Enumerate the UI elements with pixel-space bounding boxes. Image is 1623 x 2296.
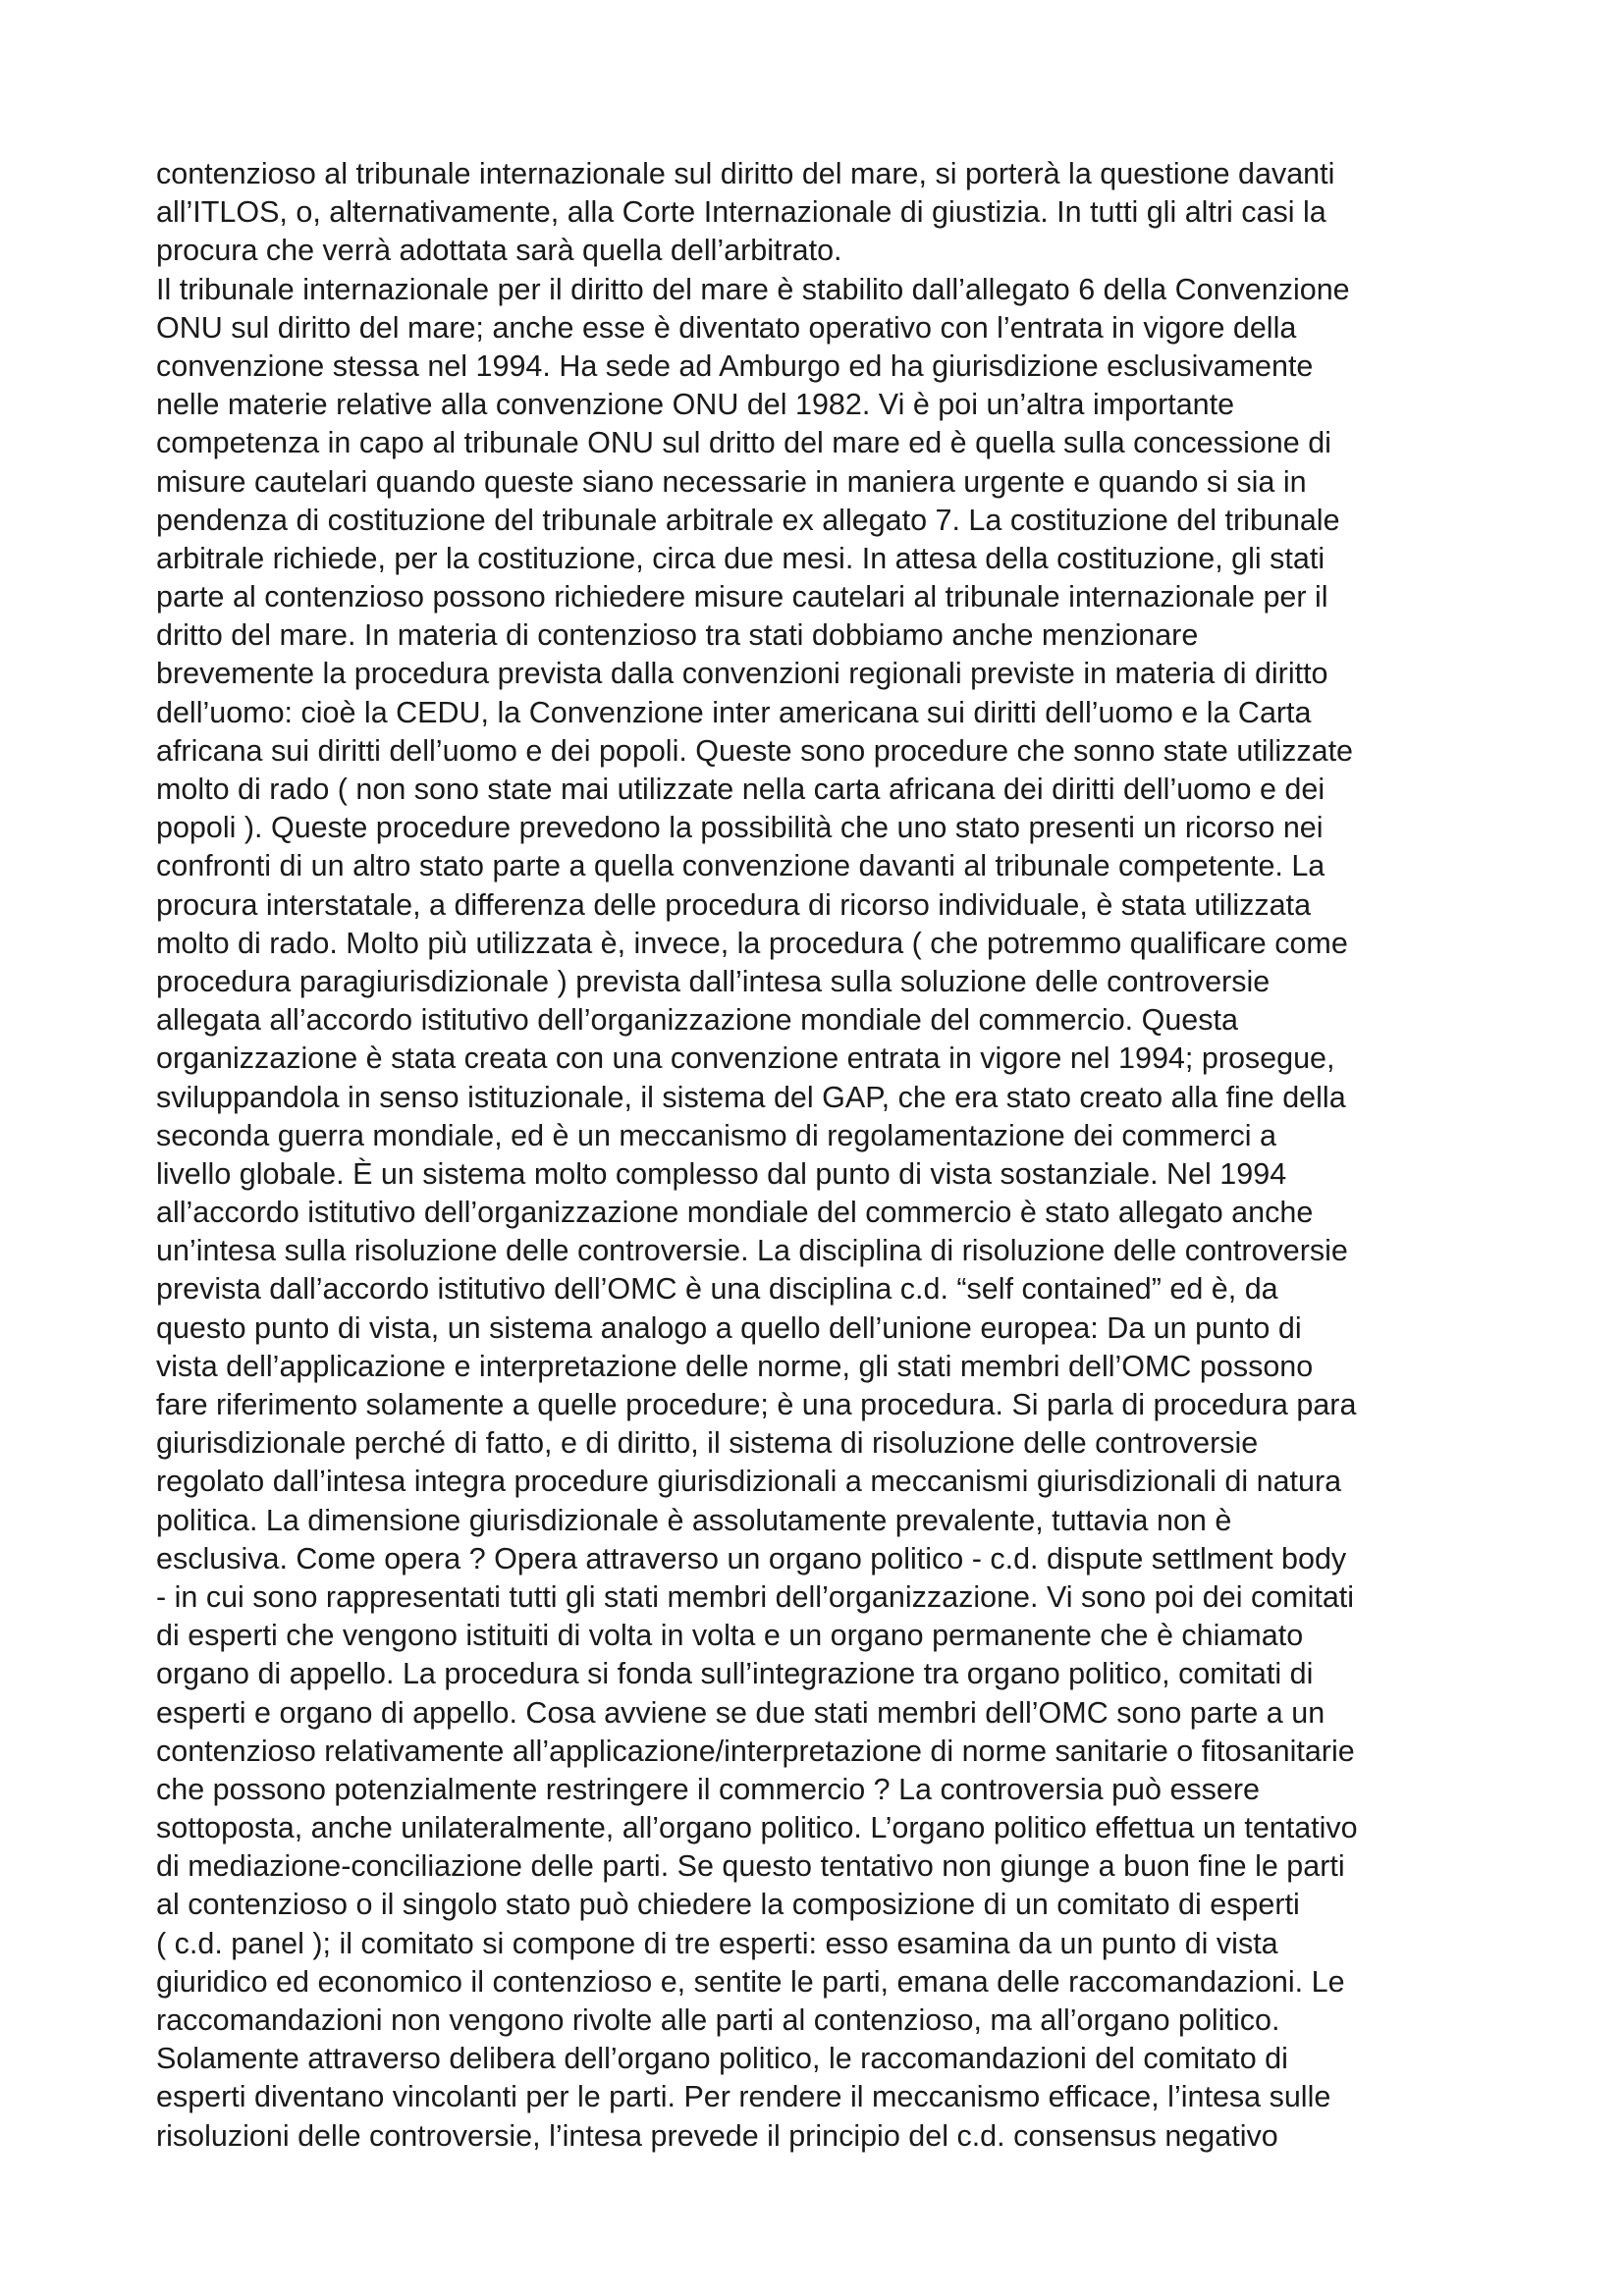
text-line: convenzione stessa nel 1994. Ha sede ad Amburgo ed ha giurisdizione esclusivamente — [156, 348, 1314, 383]
text-line: procura che verrà adottata sarà quella dell’arbitrato. — [156, 234, 842, 268]
text-line: competenza in capo al tribunale ONU sul dritto del mare ed è quella sulla concessione di — [156, 426, 1331, 460]
text-line: all’ITLOS, o, alternativamente, alla Corte Internazionale di giustizia. In tutti gli altri casi la — [156, 195, 1326, 230]
text-line: contenzioso relativamente all’applicazione/interpretazione di norme sanitarie o fitosanitarie — [156, 1734, 1355, 1768]
text-line: africana sui diritti dell’uomo e dei popoli. Queste sono procedure che sonno state utilizzate — [156, 733, 1354, 768]
text-line: esclusiva. Come opera ? Opera attraverso un organo politico - c.d. dispute settlment body — [156, 1541, 1347, 1575]
text-line: al contenzioso o il singolo stato può chiedere la composizione di un comitato di esperti — [156, 1888, 1300, 1922]
text-line: organo di appello. La procedura si fonda sull’integrazione tra organo politico, comitati di — [156, 1657, 1314, 1691]
text-line: esperti diventano vincolanti per le parti. Per rendere il meccanismo efficace, l’intesa sulle — [156, 2080, 1331, 2114]
text-line: procura interstatale, a differenza delle procedura di ricorso individuale, è stata utilizzata — [156, 887, 1312, 922]
text-line: organizzazione è stata creata con una convenzione entrata in vigore nel 1994; prosegue, — [156, 1041, 1335, 1076]
text-line: sviluppandola in senso istituzionale, il sistema del GAP, che era stato creato alla fine della — [156, 1080, 1346, 1114]
text-line: molto di rado. Molto più utilizzata è, invece, la procedura ( che potremmo qualificare come — [156, 926, 1348, 960]
text-line: questo punto di vista, un sistema analogo a quello dell’unione europea: Da un punto di — [156, 1310, 1302, 1345]
text-line: che possono potenzialmente restringere il commercio ? La controversia può essere — [156, 1772, 1261, 1806]
text-line: dell’uomo: cioè la CEDU, la Convenzione inter americana sui diritti dell’uomo e la Carta — [156, 695, 1312, 729]
text-line: politica. La dimensione giurisdizionale è assolutamente prevalente, tuttavia non è — [156, 1503, 1232, 1537]
text-line: pendenza di costituzione del tribunale arbitrale ex allegato 7. La costituzione del tribunale — [156, 503, 1340, 537]
text-line: giuridico ed economico il contenzioso e, sentite le parti, emana delle raccomandazioni. Le — [156, 1964, 1345, 1999]
text-line: prevista dall’accordo istitutivo dell’OMC è una disciplina c.d. “self contained” ed è, da — [156, 1272, 1278, 1307]
text-line: regolato dall’intesa integra procedure giurisdizionali a meccanismi giurisdizionali di natura — [156, 1465, 1342, 1499]
body-text — [156, 155, 1472, 2156]
text-line: sottoposta, anche unilateralmente, all’organo politico. L’organo politico effettua un tentativo — [156, 1811, 1358, 1845]
text-line: Il tribunale internazionale per il diritto del mare è stabilito dall’allegato 6 della Convenzione — [156, 272, 1350, 306]
text-line: contenzioso al tribunale internazionale sul diritto del mare, si porterà la questione davanti — [156, 157, 1335, 190]
text-line: arbitrale richiede, per la costituzione, circa due mesi. In attesa della costituzione, gli stati — [156, 541, 1325, 575]
text-line: ( c.d. panel ); il comitato si compone di tre esperti: esso esamina da un punto di vista — [156, 1926, 1278, 1960]
text-line: seconda guerra mondiale, ed è un meccanismo di regolamentazione dei commerci a — [156, 1118, 1276, 1152]
text-line: allegata all’accordo istitutivo dell’organizzazione mondiale del commercio. Questa — [156, 1003, 1238, 1038]
text-line: all’accordo istitutivo dell’organizzazione mondiale del commercio è stato allegato anche — [156, 1196, 1314, 1230]
text-line: esperti e organo di appello. Cosa avviene se due stati membri dell’OMC sono parte a un — [156, 1695, 1325, 1730]
text-line: risoluzioni delle controversie, l’intesa prevede il principio del c.d. consensus negativo — [156, 2118, 1278, 2153]
text-line: popoli ). Queste procedure prevedono la possibilità che uno stato presenti un ricorso nei — [156, 811, 1324, 845]
text-line: brevemente la procedura prevista dalla convenzioni regionali previste in materia di diritto — [156, 657, 1328, 691]
text-line: - in cui sono rappresentati tutti gli stati membri dell’organizzazione. Vi sono poi dei comitati — [156, 1579, 1355, 1614]
text-line: procedura paragiurisdizionale ) prevista dall’intesa sulla soluzione delle controversie — [156, 964, 1271, 998]
text-line: Solamente attraverso delibera dell’organo politico, le raccomandazioni del comitato di — [156, 2042, 1288, 2076]
text-line: livello globale. È un sistema molto complesso dal punto di vista sostanziale. Nel 1994 — [156, 1156, 1287, 1191]
text-line: ONU sul diritto del mare; anche esse è diventato operativo con l’entrata in vigore della — [156, 310, 1297, 345]
text-line: fare riferimento solamente a quelle procedure; è una procedura. Si parla di procedura para — [156, 1388, 1357, 1421]
text-line: di mediazione-conciliazione delle parti. Se questo tentativo non giunge a buon fine le parti — [156, 1849, 1345, 1884]
text-line: parte al contenzioso possono richiedere misure cautelari al tribunale internazionale per il — [156, 580, 1328, 614]
text-line: di esperti che vengono istituiti di volta in volta e un organo permanente che è chiamato — [156, 1619, 1304, 1653]
text-line: giurisdizionale perché di fatto, e di diritto, il sistema di risoluzione delle controversie — [156, 1426, 1259, 1461]
text-line: un’intesa sulla risoluzione delle controversie. La disciplina di risoluzione delle controversie — [156, 1234, 1348, 1268]
text-line: confronti di un altro stato parte a quella convenzione davanti al tribunale competente. La — [156, 849, 1325, 883]
text-line: raccomandazioni non vengono rivolte alle parti al contenzioso, ma all’organo politico. — [156, 2003, 1280, 2037]
text-line: dritto del mare. In materia di contenzioso tra stati dobbiamo anche menzionare — [156, 618, 1199, 653]
text-line: molto di rado ( non sono state mai utilizzate nella carta africana dei diritti dell’uomo e dei — [156, 773, 1325, 806]
text-line: misure cautelari quando queste siano necessarie in maniera urgente e quando si sia in — [156, 464, 1307, 499]
text-line: vista dell’applicazione e interpretazione delle norme, gli stati membri dell’OMC possono — [156, 1349, 1314, 1383]
text-line: nelle materie relative alla convenzione ONU del 1982. Vi è poi un’altra importante — [156, 388, 1235, 422]
